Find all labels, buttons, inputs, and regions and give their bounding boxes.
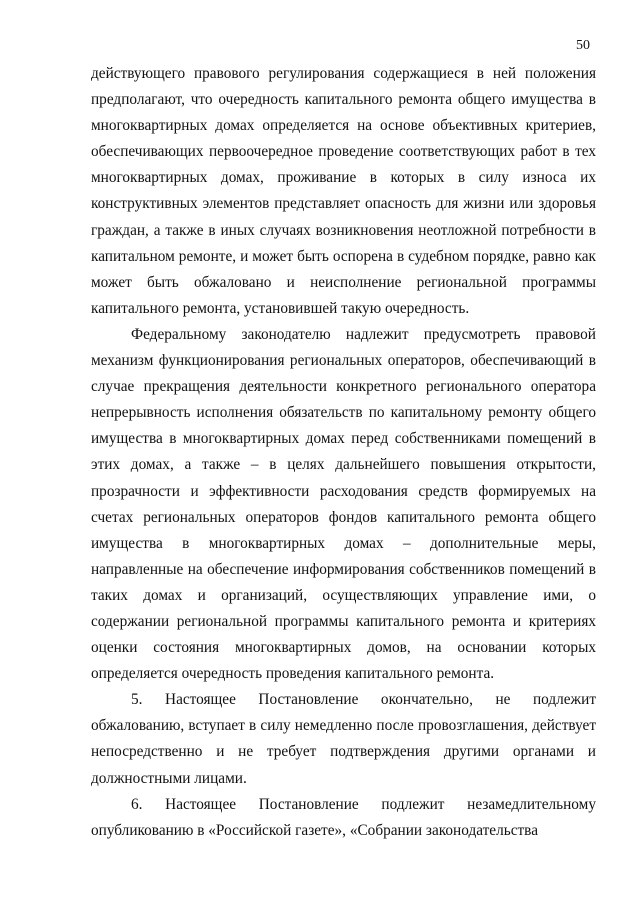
paragraph-item-6: 6. Настоящее Постановление подлежит незамедлительному опубликованию в «Российской газете», «Собрании законодательства: [91, 795, 596, 839]
paragraph-item-5: 5. Настоящее Постановление окончательно, не подлежит обжалованию, вступает в силу немедленно после провозглашения, действует непосредственно и не требует подтверждения другими органами и должностными лицами.: [91, 691, 596, 787]
paragraph-federal-legislator: Федеральному законодателю надлежит предусмотреть правовой механизм функционирования региональных операторов, обеспечивающий в случае прекращения деятельности конкретного регионального оператора непрерывность исполнения обязательств по капитальному ремонту общего имущества в многоквартирных домах перед собственниками помещений в этих домах, а также – в целях дальнейшего повышения открытости, прозрачности и эффективности расходования средств формируемых на счетах региональных операторов фондов капитального ремонта общего имущества в многоквартирных домах – дополнительные меры, направленные на обеспечение информирования собственников помещений в таких домах и организаций, осуществляющих управление ими, о содержании региональной программы капитального ремонта и критериях оценки состояния многоквартирных домов, на основании которых определяется очередность проведения капитального ремонта.: [91, 325, 596, 683]
page-number: 50: [576, 38, 590, 53]
document-body: [91, 61, 596, 844]
paragraph-regional-program: действующего правового регулирования содержащиеся в ней положения предполагают, что очередность капитального ремонта общего имущества в многоквартирных домах определяется на основе объективных критериев, обеспечивающих первоочередное проведение соответствующих работ в тех многоквартирных домах, проживание в которых в силу износа их конструктивных элементов представляет опасность для жизни или здоровья граждан, а также в иных случаях возникновения неотложной потребности в капитальном ремонте, и может быть оспорена в судебном порядке, равно как может быть обжаловано и неисполнение региональной программы капитального ремонта, установившей такую очередность.: [91, 65, 596, 317]
